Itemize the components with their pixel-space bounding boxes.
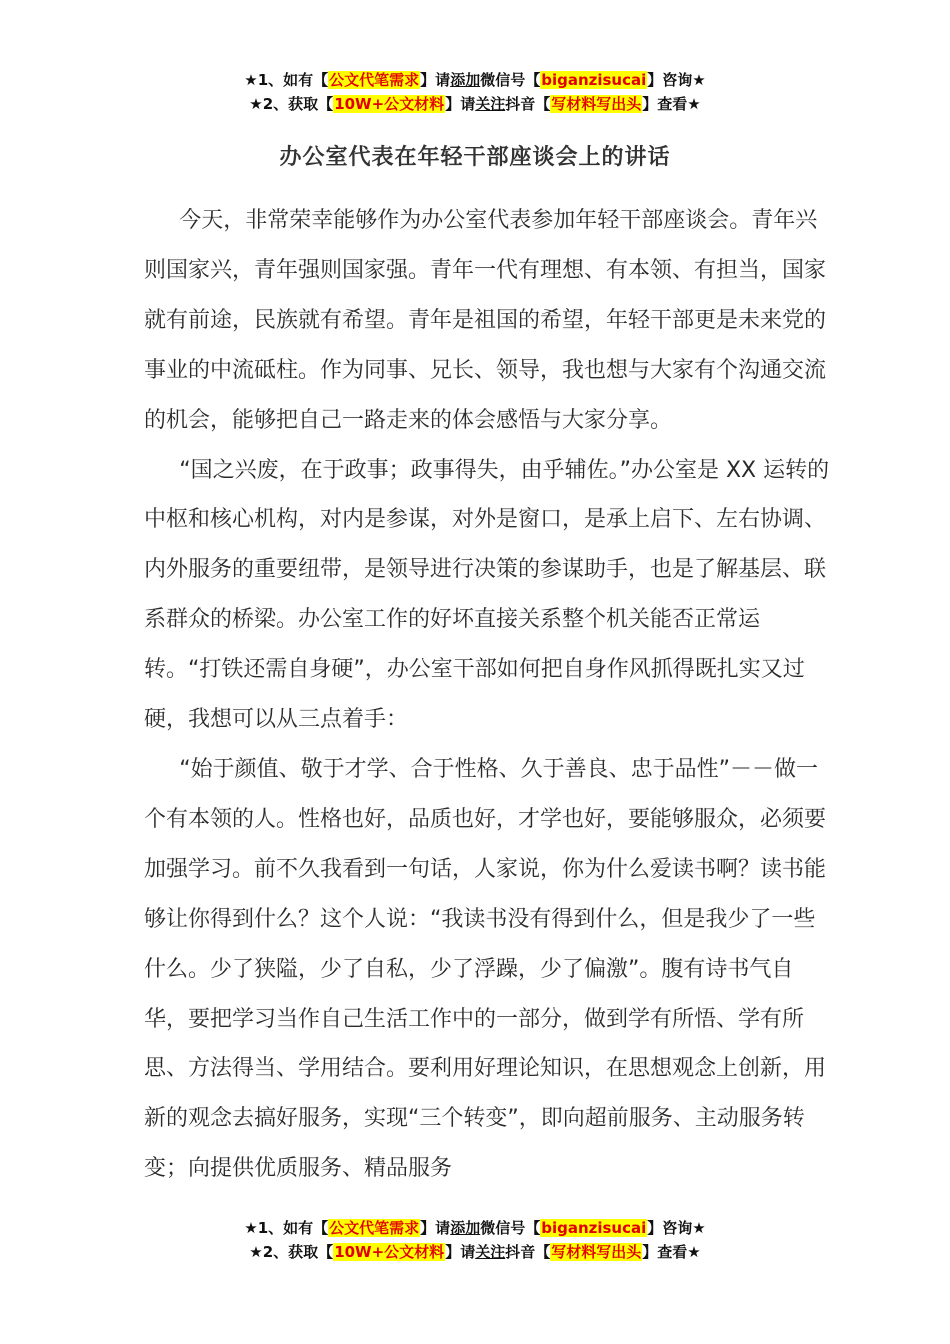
promo-text: ★1、如有【: [244, 71, 329, 89]
promo-emphasis: 关注: [475, 95, 506, 113]
promo-text: 微信号【: [480, 71, 541, 89]
paragraph: “始于颜值、敬于才学、合于性格、久于善良、忠于品性”－－做一个有本领的人。性格也好，品质也好，才学也好，要能够服众，必须要加强学习。前不久我看到一句话，人家说，你为什么爱读书啊？读书能够让你得到什么？这个人说：“我读书没有得到什么，但是我少了一些什么。少了狭隘，少了自私，少了浮躁，少了偏激”。腹有诗书气自华，要把学习当作自己生活工作中的一部分，做到学有所悟、学有所思、方法得当、学用结合。要利用好理论知识，在思想观念上创新，用新的观念去搞好服务，实现“三个转变”，即向超前服务、主动服务转变；向提供优质服务、精品服务: [144, 756, 827, 1182]
promo-emphasis: 关注: [475, 1243, 506, 1261]
promo-text: 微信号【: [480, 1219, 541, 1237]
promo-wechat-id: biganzisucai: [541, 1219, 647, 1237]
promo-text: 】查看★: [642, 95, 701, 113]
promo-highlight: 10W+公文材料: [334, 95, 445, 113]
promo-text: 】请: [420, 1219, 451, 1237]
promo-emphasis: 添加: [450, 1219, 481, 1237]
document-title: 办公室代表在年轻干部座谈会上的讲话: [279, 145, 671, 170]
promo-text: 】咨询★: [647, 71, 706, 89]
promo-text: ★2、获取【: [249, 1243, 334, 1261]
promo-text: 】咨询★: [647, 1219, 706, 1237]
promo-highlight: 公文代笔需求: [329, 71, 420, 89]
promo-text: 】查看★: [642, 1243, 701, 1261]
promo-line-1: [0, 68, 950, 92]
promo-text: 】请: [445, 1243, 476, 1261]
promo-douyin-id: 写材料写出头: [551, 95, 642, 113]
promo-banner-top: [0, 68, 950, 116]
promo-text: ★1、如有【: [244, 1219, 329, 1237]
promo-wechat-id: biganzisucai: [541, 71, 647, 89]
paragraph: 今天，非常荣幸能够作为办公室代表参加年轻干部座谈会。青年兴则国家兴，青年强则国家强。青年一代有理想、有本领、有担当，国家就有前途，民族就有希望。青年是祖国的希望，年轻干部更是未来党的事业的中流砥柱。作为同事、兄长、领导，我也想与大家有个沟通交流的机会，能够把自己一路走来的体会感悟与大家分享。: [144, 208, 827, 433]
promo-emphasis: 添加: [450, 71, 481, 89]
promo-line-2: [0, 92, 950, 116]
promo-text: 抖音【: [505, 95, 551, 113]
promo-text: 】请: [420, 71, 451, 89]
promo-line-2: [0, 1240, 950, 1264]
document-body: [144, 196, 830, 1194]
promo-text: 抖音【: [505, 1243, 551, 1261]
promo-text: 】请: [445, 95, 476, 113]
promo-highlight: 10W+公文材料: [334, 1243, 445, 1261]
promo-text: ★2、获取【: [249, 95, 334, 113]
promo-highlight: 公文代笔需求: [329, 1219, 420, 1237]
promo-douyin-id: 写材料写出头: [551, 1243, 642, 1261]
promo-line-1: [0, 1216, 950, 1240]
promo-banner-bottom: [0, 1216, 950, 1264]
paragraph: “国之兴废，在于政事；政事得失，由乎辅佐。”办公室是 XX 运转的中枢和核心机构，对内是参谋，对外是窗口，是承上启下、左右协调、内外服务的重要纽带，是领导进行决策的参谋助手，也是了解基层、联系群众的桥梁。办公室工作的好坏直接关系整个机关能否正常运转。“打铁还需自身硬”，办公室干部如何把自身作风抓得既扎实又过硬，我想可以从三点着手：: [144, 457, 830, 733]
